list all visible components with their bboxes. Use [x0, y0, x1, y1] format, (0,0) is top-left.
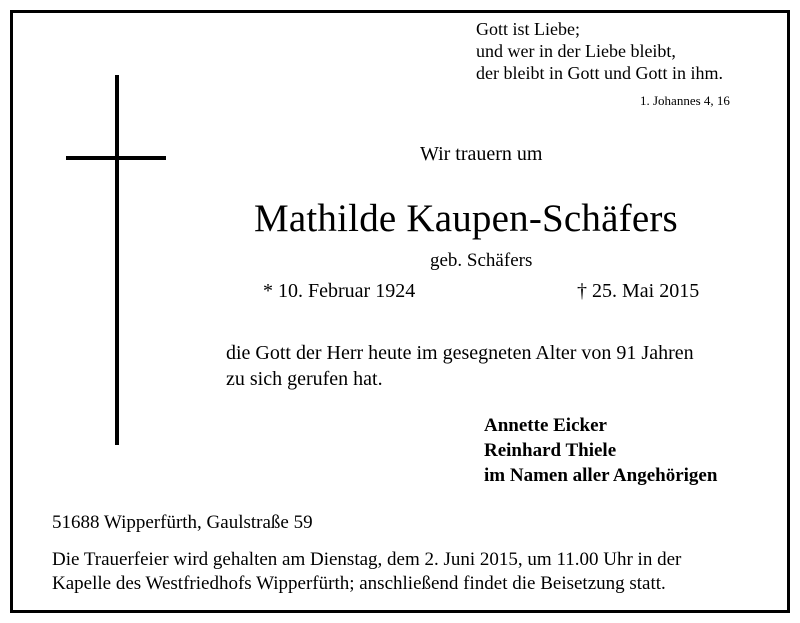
signer: im Namen aller Angehörigen	[484, 465, 718, 486]
bible-verse	[476, 18, 723, 84]
birth-date: * 10. Februar 1924	[263, 280, 416, 302]
verse-line: und wer in der Liebe bleibt,	[476, 41, 676, 61]
deceased-name: Mathilde Kaupen-Schäfers	[254, 197, 678, 240]
message-line: die Gott der Herr heute im gesegneten Alter von 91 Jahren	[226, 342, 694, 364]
funeral-line: Kapelle des Westfriedhofs Wipperfürth; anschließend findet die Beisetzung statt.	[52, 573, 666, 594]
signer: Annette Eicker	[484, 415, 607, 436]
birth-name: geb. Schäfers	[430, 250, 533, 271]
verse-line: Gott ist Liebe;	[476, 19, 580, 39]
message-line: zu sich gerufen hat.	[226, 368, 383, 390]
verse-line: der bleibt in Gott und Gott in ihm.	[476, 63, 723, 83]
cross-vertical-bar	[115, 75, 119, 445]
verse-reference: 1. Johannes 4, 16	[640, 93, 730, 108]
obituary-message	[226, 340, 694, 392]
mourning-intro: Wir trauern um	[420, 143, 543, 165]
signer: Reinhard Thiele	[484, 440, 617, 461]
funeral-line: Die Trauerfeier wird gehalten am Dienstag, dem 2. Juni 2015, um 11.00 Uhr in der	[52, 549, 682, 570]
signers-block	[484, 413, 717, 488]
funeral-notice	[52, 548, 681, 596]
death-date: † 25. Mai 2015	[577, 280, 700, 302]
cross-horizontal-bar	[66, 156, 166, 160]
family-address: 51688 Wipperfürth, Gaulstraße 59	[52, 512, 313, 533]
